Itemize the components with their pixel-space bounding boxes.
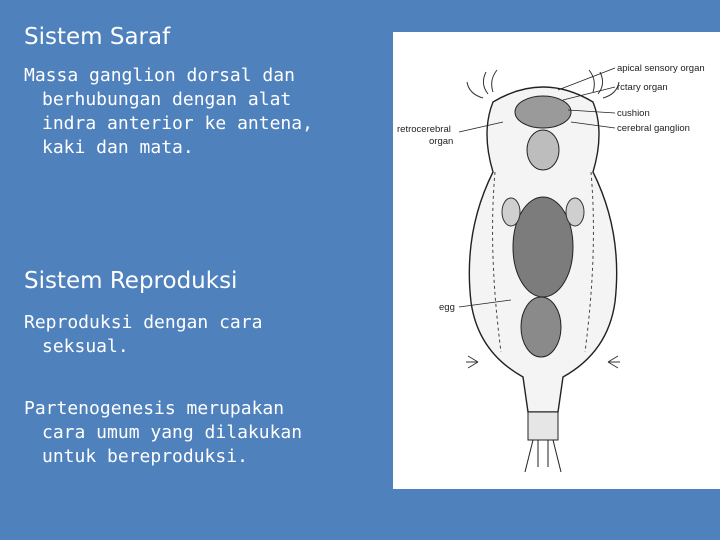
gland-right-shape [566, 198, 584, 226]
rotifer-diagram [393, 32, 720, 489]
text-line: indra anterior ke antena, [42, 113, 313, 134]
stomach-shape [513, 197, 573, 297]
text-line: untuk bereproduksi. [42, 446, 248, 467]
label-cerebral-ganglion: cerebral ganglion [617, 123, 690, 134]
intestine-shape [521, 297, 561, 357]
paragraph-reproduksi-seksual [24, 311, 384, 359]
cerebral-ganglion-shape [515, 96, 571, 128]
text-line: seksual. [42, 336, 129, 357]
heading-sistem-saraf: Sistem Saraf [24, 24, 171, 50]
text-line: Massa ganglion dorsal dan [24, 65, 295, 86]
mastax-shape [527, 130, 559, 170]
text-line: berhubungan dengan alat [42, 89, 292, 110]
label-apical-sensory-organ: apical sensory organ [617, 63, 705, 74]
text-line: Reproduksi dengan cara [24, 312, 263, 333]
label-organ: organ [429, 136, 454, 147]
rotifer-anatomy-figure [393, 32, 720, 489]
toes-shape [525, 440, 561, 472]
label-rctary-organ: rctary organ [617, 82, 668, 93]
label-egg: egg [439, 302, 455, 313]
label-retrocerebral: retrocerebral [397, 124, 451, 135]
paragraph-sistem-saraf [24, 64, 384, 160]
heading-sistem-reproduksi: Sistem Reproduksi [24, 268, 238, 294]
text-line: Partenogenesis merupakan [24, 398, 285, 419]
foot-shape [528, 412, 558, 440]
text-line: cara umum yang dilakukan [42, 422, 303, 443]
paragraph-partenogenesis [24, 397, 384, 469]
label-cushion: cushion [617, 108, 650, 119]
gland-left-shape [502, 198, 520, 226]
text-line: kaki dan mata. [42, 137, 194, 158]
